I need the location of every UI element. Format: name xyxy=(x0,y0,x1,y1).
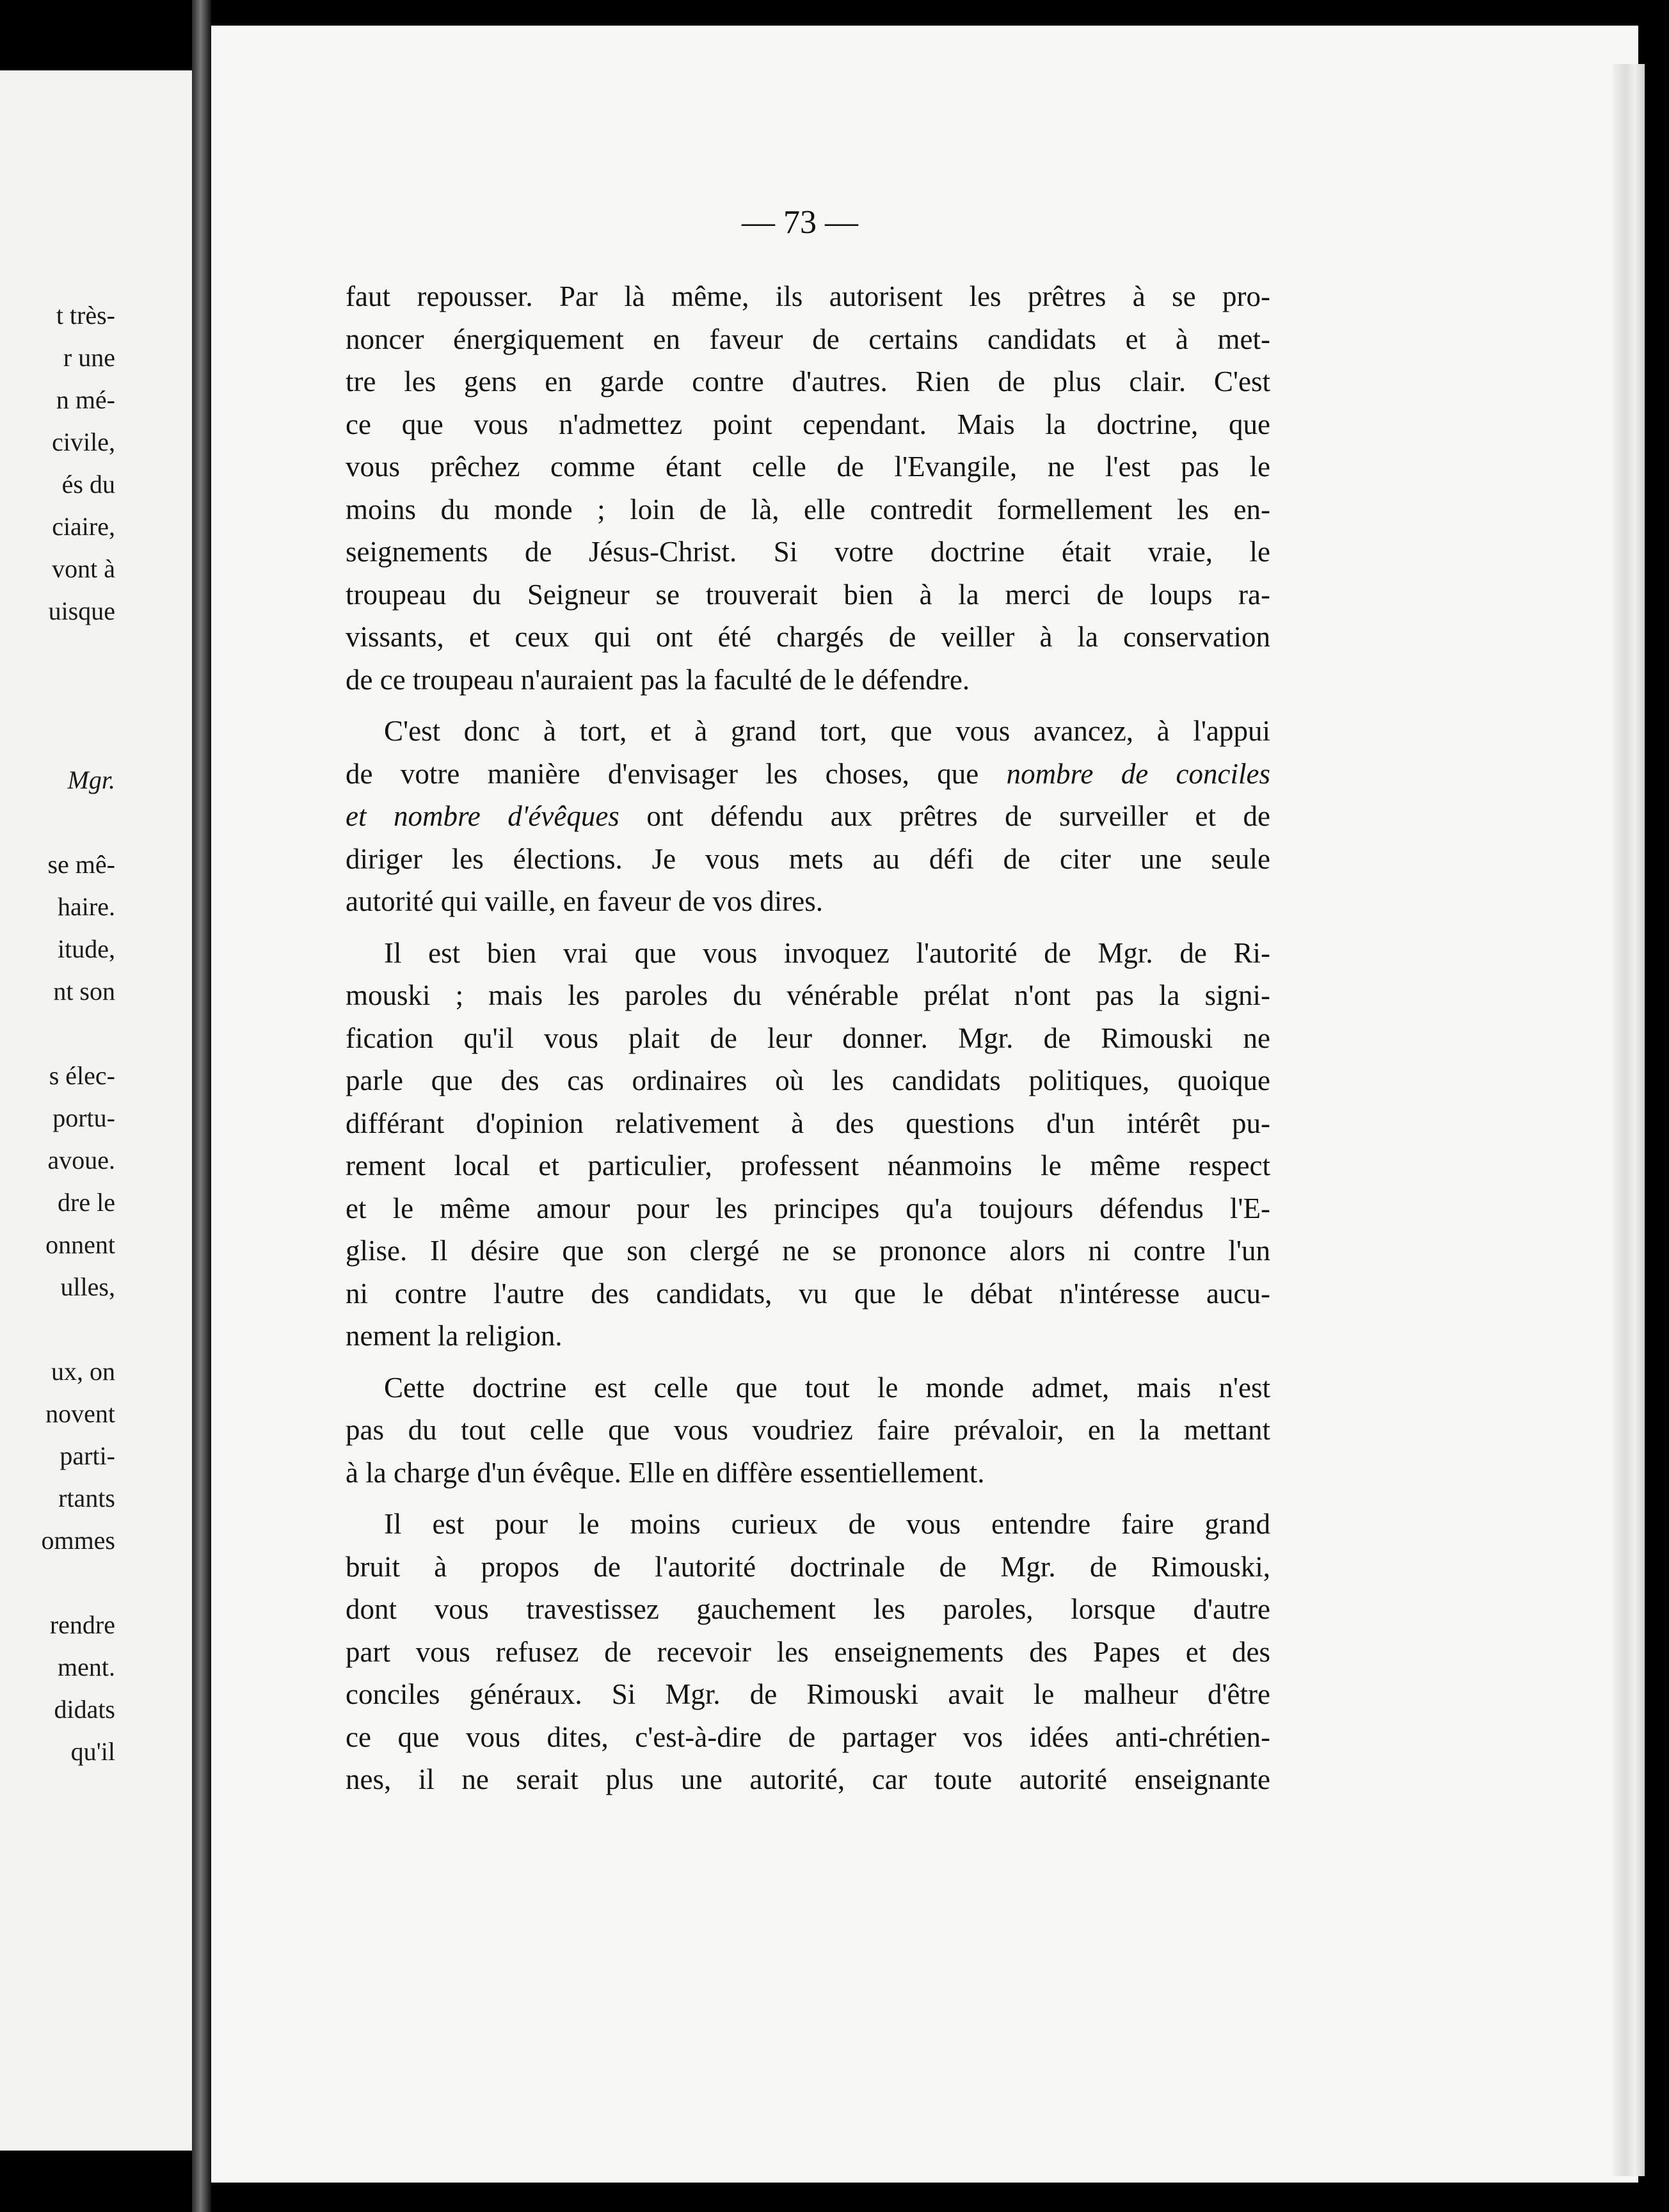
text-line: vous prêchez comme étant celle de l'Evangile, ne l'est pas le xyxy=(346,451,1270,483)
text-line-with-italic xyxy=(346,753,1270,796)
text-line: ce que vous dites, c'est-à-dire de partager vos idées anti-chrétien- xyxy=(346,1720,1270,1753)
left-page-fragment: onnent xyxy=(45,1230,115,1259)
page-number: — 73 — xyxy=(742,204,858,241)
left-page-fragment xyxy=(0,675,115,717)
left-page-fragment: novent xyxy=(45,1399,115,1428)
text-line: part vous refusez de recevoir les enseignements des Papes et des xyxy=(346,1635,1270,1668)
text-line-with-italic xyxy=(346,795,1270,838)
text-line: moins du monde ; loin de là, elle contredit formellement les en- xyxy=(346,493,1270,525)
text-line: tre les gens en garde contre d'autres. Rien de plus clair. C'est xyxy=(346,365,1270,397)
left-page-fragment: ment. xyxy=(58,1653,115,1681)
left-page-fragment: n mé- xyxy=(56,385,115,414)
left-page-fragment: itude, xyxy=(58,934,115,963)
left-page-fragment: dre le xyxy=(58,1188,115,1217)
text-line: autorité qui vaille, en faveur de vos dires. xyxy=(346,885,823,917)
text-line: pas du tout celle que vous voudriez faire prévaloir, en la mettant xyxy=(346,1414,1270,1446)
left-page-fragment: se mê- xyxy=(47,850,115,879)
left-page-fragment: didats xyxy=(54,1695,115,1724)
text-line: dont vous travestissez gauchement les paroles, lorsque d'autre xyxy=(346,1593,1270,1625)
left-page-fragment xyxy=(0,1308,115,1350)
text-line: et le même amour pour les principes qu'a toujours défendus l'E- xyxy=(346,1192,1270,1224)
text-line: bruit à propos de l'autorité doctrinale de Mgr. de Rimouski, xyxy=(346,1550,1270,1583)
text-line: fication qu'il vous plait de leur donner. Mgr. de Rimouski ne xyxy=(346,1022,1270,1054)
text-segment: de votre manière d'envisager les choses, que xyxy=(346,757,979,790)
left-page-fragment: rtants xyxy=(58,1484,115,1512)
book-gutter xyxy=(192,0,211,2212)
text-line: diriger les élections. Je vous mets au défi de citer une seule xyxy=(346,842,1270,875)
left-page-fragment: civile, xyxy=(52,428,115,456)
left-page-fragment: vont à xyxy=(52,554,115,583)
text-line: nement la religion. xyxy=(346,1320,563,1352)
left-page-fragment: ciaire, xyxy=(52,512,115,541)
text-line: noncer énergiquement en faveur de certains candidats et à met- xyxy=(346,323,1270,355)
left-page-fragment: avoue. xyxy=(47,1146,115,1174)
left-facing-page xyxy=(0,70,192,2151)
left-page-fragment: és du xyxy=(61,470,115,499)
left-page-fragment: portu- xyxy=(52,1103,115,1132)
paragraph-2 xyxy=(346,710,1270,923)
text-line: mouski ; mais les paroles du vénérable prélat n'ont pas la signi- xyxy=(346,979,1270,1011)
left-page-text-fragments xyxy=(0,294,115,1773)
left-page-fragment xyxy=(0,1562,115,1604)
left-page-fragment: nt son xyxy=(53,977,115,1006)
text-segment: ont défendu aux prêtres de surveiller et de xyxy=(646,800,1270,832)
text-line: faut repousser. Par là même, ils autorisent les prêtres à se pro- xyxy=(346,280,1270,312)
text-line: à la charge d'un évêque. Elle en diffère essentiellement. xyxy=(346,1456,985,1489)
paragraph-1 xyxy=(346,275,1270,701)
left-page-fragment: qu'il xyxy=(70,1737,115,1766)
left-page-fragment: rendre xyxy=(49,1610,115,1639)
italic-phrase: et nombre d'évêques xyxy=(346,800,619,832)
paragraph-4 xyxy=(346,1366,1270,1495)
page-body-text xyxy=(346,275,1270,1801)
left-page-fragment: uisque xyxy=(48,597,115,625)
text-line: troupeau du Seigneur se trouverait bien à la merci de loups ra- xyxy=(346,578,1270,611)
left-page-fragment: parti- xyxy=(60,1441,115,1470)
left-page-fragment xyxy=(0,717,115,759)
text-line: nes, il ne serait plus une autorité, car toute autorité enseignante xyxy=(346,1763,1270,1795)
left-page-fragment xyxy=(0,1013,115,1055)
text-line: différant d'opinion relativement à des questions d'un intérêt pu- xyxy=(346,1107,1270,1139)
text-line: Il est pour le moins curieux de vous entendre faire grand xyxy=(384,1508,1270,1540)
left-page-fragment: ulles, xyxy=(60,1272,115,1301)
text-line: rement local et particulier, professent néanmoins le même respect xyxy=(346,1150,1270,1182)
text-line: Cette doctrine est celle que tout le monde admet, mais n'est xyxy=(384,1371,1270,1404)
text-line: ni contre l'autre des candidats, vu que le débat n'intéresse aucu- xyxy=(346,1277,1270,1310)
text-line: vissants, et ceux qui ont été chargés de veiller à la conservation xyxy=(346,621,1270,653)
italic-phrase: nombre de conciles xyxy=(1006,757,1270,790)
text-line: C'est donc à tort, et à grand tort, que vous avancez, à l'appui xyxy=(384,715,1270,747)
text-line: conciles généraux. Si Mgr. de Rimouski avait le malheur d'être xyxy=(346,1678,1270,1710)
left-page-fragment: Mgr. xyxy=(67,765,115,794)
page-edge xyxy=(1613,64,1645,2176)
text-line: parle que des cas ordinaires où les candidats politiques, quoique xyxy=(346,1064,1270,1096)
text-line: de ce troupeau n'auraient pas la faculté de le défendre. xyxy=(346,663,970,696)
left-page-fragment xyxy=(0,801,115,844)
paragraph-5 xyxy=(346,1503,1270,1801)
left-page-fragment: ux, on xyxy=(51,1357,115,1386)
left-page-fragment xyxy=(0,632,115,675)
left-page-fragment: s élec- xyxy=(49,1061,115,1090)
left-page-fragment: r une xyxy=(63,343,115,372)
paragraph-3 xyxy=(346,932,1270,1358)
text-line: Il est bien vrai que vous invoquez l'autorité de Mgr. de Ri- xyxy=(384,936,1270,969)
left-page-fragment: t très- xyxy=(56,301,115,330)
left-page-fragment: ommes xyxy=(41,1526,115,1555)
text-line: glise. Il désire que son clergé ne se prononce alors ni contre l'un xyxy=(346,1235,1270,1267)
left-page-fragment: haire. xyxy=(58,892,115,921)
text-line: seignements de Jésus-Christ. Si votre doctrine était vraie, le xyxy=(346,536,1270,568)
text-line: ce que vous n'admettez point cependant. Mais la doctrine, que xyxy=(346,408,1270,440)
